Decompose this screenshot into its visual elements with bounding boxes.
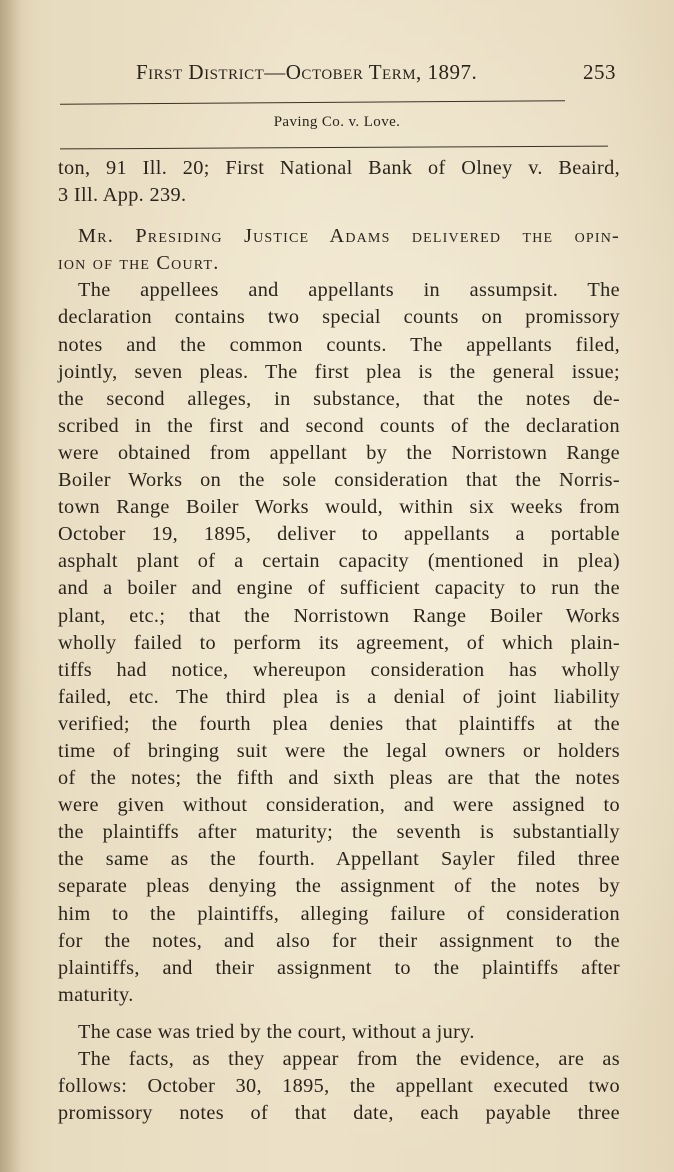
running-head [136,60,616,85]
text-line: of the notes; the fifth and sixth pleas are that the notes [58,767,620,790]
text-line: tiffs had notice, whereupon consideration has wholly [58,658,620,681]
text-line: and a boiler and engine of sufficient capacity to run the [58,577,620,600]
text-line: jointly, seven pleas. The first plea is the general issue; [58,360,620,383]
header-rule-bottom [60,146,608,150]
text-line: the second alleges, in substance, that the notes de- [58,387,620,410]
text-line: plant, etc.; that the Norristown Range Boiler Works [58,604,620,627]
text-line: maturity. [58,983,134,1006]
text-line: The case was tried by the court, without a jury. [78,1020,475,1043]
text-line: declaration contains two special counts on promissory [58,306,620,329]
opinion-heading-line: ion of the Court. [58,252,220,275]
opinion-heading-line: Mr. Presiding Justice Adams delivered the opin- [78,225,620,248]
text-line: were given without consideration, and were assigned to [58,794,620,817]
text-line: separate pleas denying the assignment of the notes by [58,875,620,898]
text-line: town Range Boiler Works would, within six weeks from [58,496,620,519]
text-line: were obtained from appellant by the Norristown Range [58,441,620,464]
text-line: verified; the fourth plea denies that plaintiffs at the [58,712,620,735]
text-line: follows: October 30, 1895, the appellant executed two [58,1075,620,1098]
text-line: for the notes, and also for their assignment to the [58,929,620,952]
text-line: the plaintiffs after maturity; the seventh is substantially [58,821,620,844]
body-text [58,155,620,1127]
text-line: scribed in the first and second counts of the declaration [58,414,620,437]
text-line: the same as the fourth. Appellant Sayler filed three [58,848,620,871]
text-line: 3 Ill. App. 239. [58,184,187,207]
page-number: 253 [583,60,616,84]
text-line: plaintiffs, and their assignment to the plaintiffs after [58,956,620,979]
text-line: time of bringing suit were the legal owners or holders [58,739,620,762]
text-line: failed, etc. The third plea is a denial of joint liability [58,685,620,708]
text-line: The appellees and appellants in assumpsit. The [78,279,620,302]
case-caption: Paving Co. v. Love. [273,114,401,130]
text-line: promissory notes of that date, each payable three [58,1102,620,1125]
text-line: October 19, 1895, deliver to appellants a portable [58,523,620,546]
page-gutter-shadow [0,0,22,1172]
header-rule-top [60,100,565,105]
text-line: asphalt plant of a certain capacity (mentioned in plea) [58,550,620,573]
running-head-title: First District—October Term, 1897. [136,60,478,84]
text-line: notes and the common counts. The appellants filed, [58,333,620,356]
text-line: him to the plaintiffs, alleging failure of consideration [58,902,620,925]
text-line: The facts, as they appear from the evidence, are as [78,1048,620,1070]
text-line: wholly failed to perform its agreement, of which plain- [58,631,620,654]
text-line: Boiler Works on the sole consideration that the Norris- [58,469,620,492]
text-line: ton, 91 Ill. 20; First National Bank of Olney v. Beaird, [58,157,620,179]
